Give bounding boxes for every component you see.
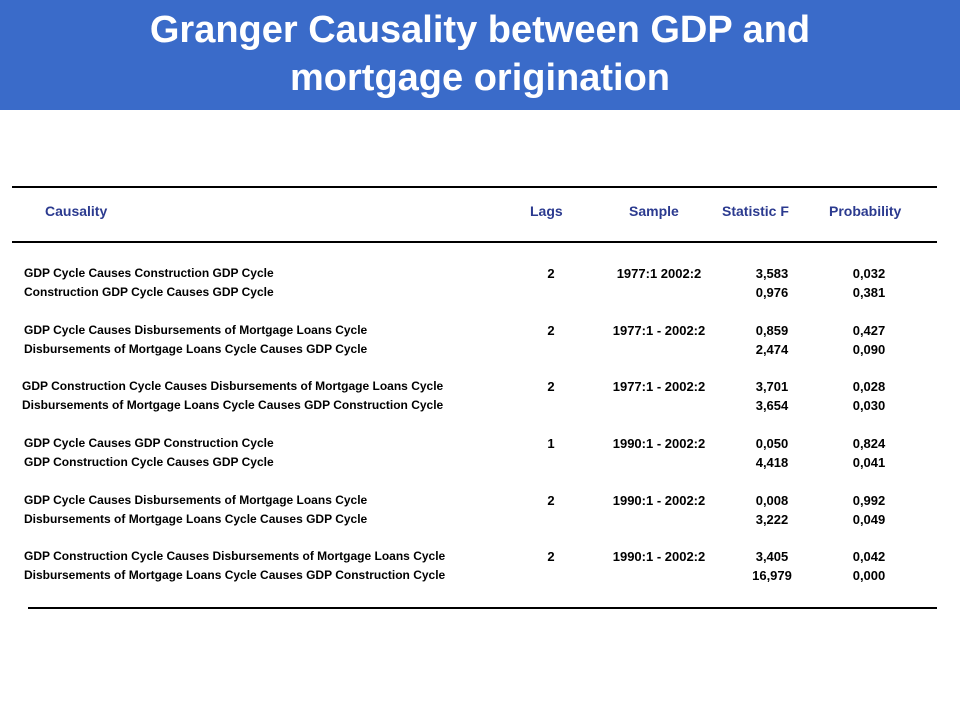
probability-value-1: 0,824	[852, 436, 886, 451]
table-bottom-rule	[28, 607, 937, 609]
header-sample: Sample	[629, 203, 679, 219]
lags-value: 2	[547, 549, 555, 564]
sample-value: 1977:1 - 2002:2	[612, 323, 706, 338]
causality-line-1: GDP Cycle Causes GDP Construction Cycle	[24, 436, 274, 450]
probability-value-2: 0,381	[852, 285, 886, 300]
probability-value-2: 0,000	[852, 568, 886, 583]
probability-value-2: 0,030	[852, 398, 886, 413]
page-title	[0, 6, 960, 102]
title-line-2: mortgage origination	[290, 57, 670, 99]
causality-line-2: Disbursements of Mortgage Loans Cycle Causes GDP Construction Cycle	[24, 568, 446, 582]
causality-line-2: GDP Construction Cycle Causes GDP Cycle	[24, 455, 274, 469]
probability-value-1: 0,992	[852, 493, 886, 508]
sample-value: 1990:1 - 2002:2	[612, 549, 706, 564]
causality-line-1: GDP Cycle Causes Construction GDP Cycle	[24, 266, 274, 280]
statistic-f-value-1: 0,859	[755, 323, 789, 338]
lags-value: 2	[547, 379, 555, 394]
causality-line-1: GDP Construction Cycle Causes Disbursements of Mortgage Loans Cycle	[22, 379, 444, 393]
causality-line-2: Construction GDP Cycle Causes GDP Cycle	[24, 285, 274, 299]
header-lags: Lags	[530, 203, 563, 219]
statistic-f-value-2: 0,976	[755, 285, 789, 300]
title-bar	[0, 0, 960, 110]
statistic-f-value-1: 3,701	[755, 379, 789, 394]
statistic-f-value-1: 3,405	[755, 549, 789, 564]
probability-value-1: 0,032	[852, 266, 886, 281]
sample-value: 1990:1 - 2002:2	[612, 493, 706, 508]
causality-line-1: GDP Construction Cycle Causes Disbursements of Mortgage Loans Cycle	[24, 549, 446, 563]
lags-value: 2	[547, 266, 555, 281]
probability-value-2: 0,090	[852, 342, 886, 357]
probability-value-1: 0,042	[852, 549, 886, 564]
lags-value: 2	[547, 323, 555, 338]
causality-line-1: GDP Cycle Causes Disbursements of Mortgage Loans Cycle	[24, 323, 368, 337]
probability-value-1: 0,427	[852, 323, 886, 338]
causality-line-2: Disbursements of Mortgage Loans Cycle Causes GDP Construction Cycle	[22, 398, 444, 412]
lags-value: 1	[547, 436, 555, 451]
header-causality: Causality	[45, 203, 108, 219]
sample-value: 1977:1 2002:2	[616, 266, 702, 281]
probability-value-2: 0,049	[852, 512, 886, 527]
statistic-f-value-2: 3,222	[755, 512, 789, 527]
title-line-1: Granger Causality between GDP and	[149, 9, 811, 51]
statistic-f-value-2: 16,979	[752, 568, 792, 583]
header-bottom-rule	[12, 241, 937, 243]
sample-value: 1990:1 - 2002:2	[612, 436, 706, 451]
header-probability: Probability	[829, 203, 902, 219]
causality-line-2: Disbursements of Mortgage Loans Cycle Causes GDP Cycle	[24, 342, 368, 356]
probability-value-2: 0,041	[852, 455, 886, 470]
statistic-f-value-2: 3,654	[755, 398, 789, 413]
statistic-f-value-2: 4,418	[755, 455, 789, 470]
statistic-f-value-1: 0,050	[755, 436, 789, 451]
statistic-f-value-1: 0,008	[755, 493, 789, 508]
lags-value: 2	[547, 493, 555, 508]
statistic-f-value-2: 2,474	[755, 342, 789, 357]
table-top-rule	[12, 186, 937, 188]
statistic-f-value-1: 3,583	[755, 266, 789, 281]
probability-value-1: 0,028	[852, 379, 886, 394]
header-statistic-f: Statistic F	[722, 203, 789, 219]
causality-line-1: GDP Cycle Causes Disbursements of Mortgage Loans Cycle	[24, 493, 368, 507]
causality-line-2: Disbursements of Mortgage Loans Cycle Causes GDP Cycle	[24, 512, 368, 526]
sample-value: 1977:1 - 2002:2	[612, 379, 706, 394]
